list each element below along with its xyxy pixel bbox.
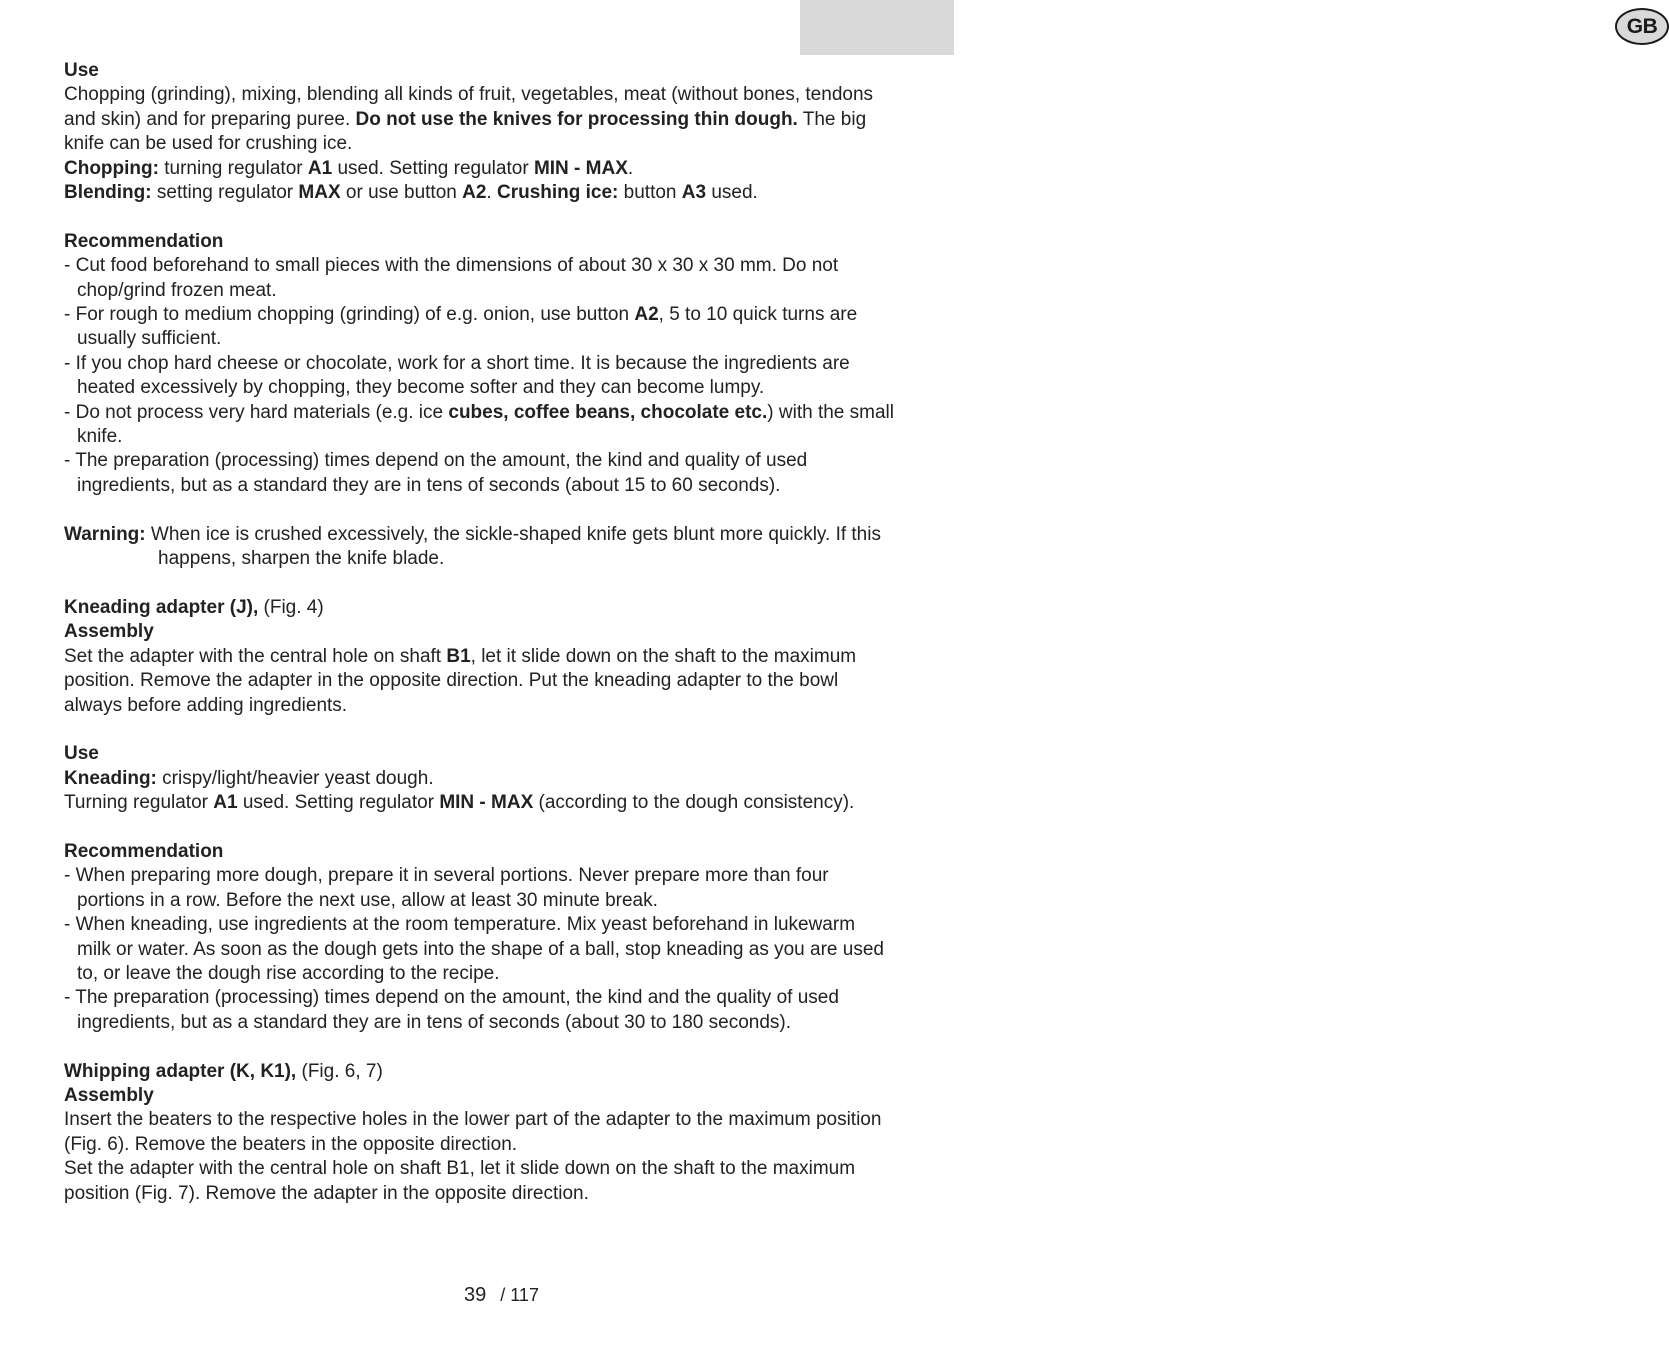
paragraph (64, 767, 894, 791)
text-run: used. Setting regulator (237, 792, 440, 814)
text-run: - Cut food beforehand to small pieces with the dimensions of about 30 x 30 x 30 mm. Do not chop/grind frozen meat. (64, 255, 839, 301)
list-item (64, 913, 894, 986)
bold-text: MAX (298, 182, 341, 204)
list-item (64, 864, 894, 913)
bold-text: A1 (213, 792, 238, 814)
paragraph (64, 791, 894, 815)
bold-text: Assembly (64, 1084, 154, 1106)
list-item (64, 986, 894, 1035)
text-run: setting regulator (151, 182, 299, 204)
bold-text: A2 (634, 304, 659, 326)
paragraph-gap (64, 816, 894, 840)
warning-note (64, 523, 894, 572)
paragraph-gap (64, 718, 894, 742)
text-run: button (618, 182, 682, 204)
text-run: Chopping (grinding), mixing, blending all kinds of fruit, vegetables, meat (without bones, tendons and skin) and for preparing puree. (64, 84, 874, 130)
list-item (64, 303, 894, 352)
bold-text: Use (64, 60, 99, 81)
text-run: The big knife can be used for crushing ice. (64, 108, 867, 155)
text-run: - Do not process very hard materials (e.g. ice (64, 401, 449, 423)
text-run: used. Setting regulator (332, 157, 534, 179)
bold-text: Kneading adapter (J), (64, 596, 259, 618)
bold-text: Use (64, 743, 99, 765)
bold-text: A3 (681, 182, 707, 204)
paragraph (64, 742, 894, 766)
paragraph-gap (64, 572, 894, 596)
page-total: / 117 (500, 1285, 539, 1305)
bold-text: MIN - MAX (533, 157, 628, 179)
text-run: - When preparing more dough, prepare it in several portions. Never prepare more than four portions in a row. Before the next use, allow at least 30 minute break. (64, 865, 829, 911)
paragraph (64, 230, 894, 254)
paragraph-gap (64, 498, 894, 522)
text-run: , 5 to 10 quick turns are usually sufficient. (77, 304, 858, 350)
language-tab (800, 0, 1658, 55)
bold-text: Whipping adapter (K, K1), (64, 1060, 297, 1082)
text-run: Turning regulator (64, 792, 214, 814)
bold-text: Do not use the knives for processing thin dough. (355, 108, 798, 130)
text-run: crispy/light/heavier yeast dough. (156, 767, 434, 789)
text-run: . (627, 157, 634, 179)
page-number: 39 (464, 1284, 487, 1306)
text-run: (Fig. 6, 7) (296, 1060, 383, 1082)
bold-text: Blending: (64, 182, 152, 204)
page-footer (464, 1284, 539, 1307)
manual-body (64, 59, 894, 1206)
bold-text: cubes, coffee beans, chocolate etc. (448, 401, 768, 423)
bold-text: A1 (307, 157, 333, 179)
text-run: When ice is crushed excessively, the sickle-shaped knife gets blunt more quickly. If this happens, sharpen the knife blade. (145, 523, 881, 570)
bold-text: Recommendation (64, 840, 224, 862)
text-run: . (486, 182, 497, 204)
paragraph (64, 620, 894, 644)
paragraph (64, 83, 894, 156)
paragraph (64, 59, 894, 83)
text-run: used. (706, 182, 758, 204)
paragraph-gap (64, 1035, 894, 1059)
bold-text: Crushing ice: (496, 182, 619, 204)
bold-text: Warning: (64, 523, 146, 545)
paragraph (64, 596, 894, 620)
text-run: (according to the dough consistency). (533, 792, 855, 814)
text-run: Insert the beaters to the respective holes in the lower part of the adapter to the maximum position (Fig. 6). Remove the beaters in the opposite direction. (64, 1109, 882, 1155)
paragraph (64, 157, 894, 181)
text-run: - The preparation (processing) times depend on the amount, the kind and the quality of used ingredients, but as a standard they are in tens of seconds (about 30 to 180 seconds). (64, 987, 839, 1033)
paragraph (64, 645, 894, 718)
list-item (64, 401, 894, 450)
text-run: (Fig. 4) (258, 596, 324, 618)
text-run: , let it slide down on the shaft to the maximum position. Remove the adapter in the opposite direction. Put the kneading adapter to the bowl always before adding ingredients. (64, 645, 857, 716)
paragraph-gap (64, 205, 894, 229)
text-run: Set the adapter with the central hole on shaft (64, 645, 447, 667)
text-run: Set the adapter with the central hole on shaft B1, let it slide down on the shaft to the maximum position (Fig. 7). Remove the adapter in the opposite direction. (64, 1158, 856, 1204)
paragraph (64, 1157, 894, 1206)
bold-text: MIN - MAX (439, 792, 534, 814)
bold-text: Chopping: (64, 157, 159, 179)
bold-text: Recommendation (64, 230, 224, 252)
text-run: - When kneading, use ingredients at the room temperature. Mix yeast beforehand in lukewarm milk or water. As soon as the dough gets into the shape of a ball, stop kneading as you are used to, or leave the dough rise according to the recipe. (64, 914, 884, 984)
paragraph (64, 840, 894, 864)
paragraph (64, 1060, 894, 1084)
text-run: - The preparation (processing) times depend on the amount, the kind and quality of used ingredients, but as a standard they are in tens of seconds (about 15 to 60 seconds). (64, 450, 808, 496)
list-item (64, 352, 894, 401)
text-run: turning regulator (158, 157, 308, 179)
list-item (64, 449, 894, 498)
list-item (64, 254, 894, 303)
language-badge: GB (1615, 8, 1669, 45)
paragraph (64, 1108, 894, 1157)
bold-text: Assembly (64, 621, 154, 643)
text-run: ) with the small knife. (77, 401, 894, 448)
paragraph (64, 181, 894, 205)
bold-text: A2 (462, 182, 487, 204)
bold-text: B1 (446, 645, 471, 667)
text-run: - For rough to medium chopping (grinding) of e.g. onion, use button (64, 304, 635, 326)
text-run: or use button (340, 182, 463, 204)
paragraph (64, 1084, 894, 1108)
bold-text: Kneading: (64, 767, 157, 789)
text-run: - If you chop hard cheese or chocolate, work for a short time. It is because the ingredients are heated excessively by chopping, they become softer and they can become lumpy. (64, 352, 850, 399)
